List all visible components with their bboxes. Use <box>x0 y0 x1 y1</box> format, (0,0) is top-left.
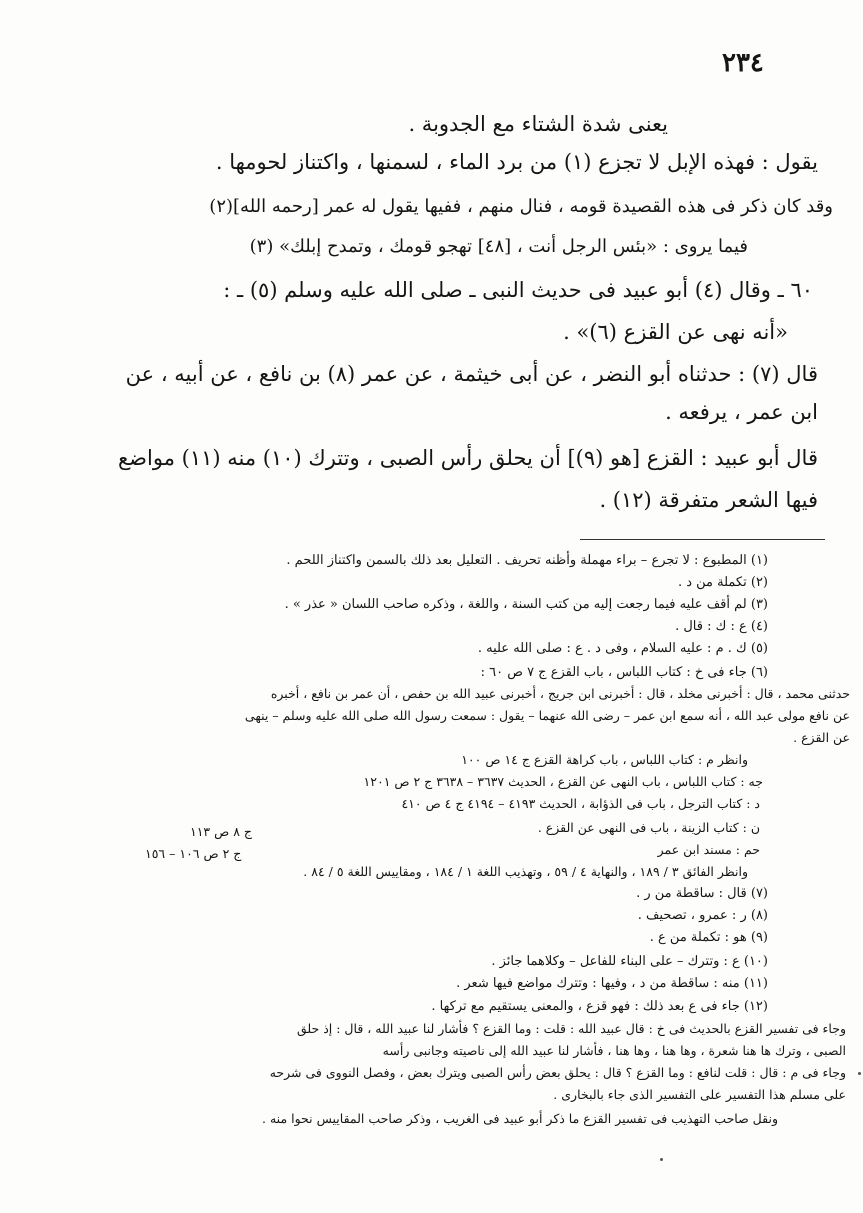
footnote: (٥) ك . م : عليه السلام ، وفى د . ع : صلى الله عليه . <box>477 641 768 656</box>
scan-mark <box>660 1158 663 1161</box>
page-number: ٢٣٤ <box>722 48 764 78</box>
footnote: (٨) ر : عمرو ، تصحيف . <box>637 908 768 923</box>
body-line: وقد كان ذكر فى هذه القصيدة قومه ، فنال منهم ، ففيها يقول له عمر [رحمه الله](٢) <box>209 196 833 217</box>
footnote: (١) المطبوع : لا تجرع – براء مهملة وأظنه تحريف . التعليل بعد ذلك بالسمن واكتناز اللحم . <box>286 553 768 568</box>
footnote: (٦) جاء فى خ : كتاب اللباس ، باب القزع ج ٧ ص ٦٠ : <box>480 665 768 680</box>
footnote: د : كتاب الترجل ، باب فى الذؤابة ، الحديث ٤١٩٣ – ٤١٩٤ ج ٤ ص ٤١٠ <box>401 796 760 811</box>
footnote: وانظر م : كتاب اللباس ، باب كراهة القزع ج ١٤ ص ١٠٠ <box>461 752 748 767</box>
footnote: (٧) قال : ساقطة من ر . <box>636 886 768 901</box>
footnote-separator <box>580 539 825 540</box>
body-line: قال أبو عبيد : القزع [هو (٩)] أن يحلق رأس الصبى ، وتترك (١٠) منه (١١) مواضع <box>118 446 818 470</box>
body-line: يقول : فهذه الإبل لا تجزع (١) من برد الماء ، لسمنها ، واكتناز لحومها . <box>215 150 818 174</box>
footnote: (٢) تكملة من د . <box>677 575 768 590</box>
footnote: وجاء فى تفسير القزع بالحديث فى خ : قال عبيد الله : قلت : وما القزع ؟ فأشار لنا عبيد الله ، قال : إذ حلق <box>296 1021 846 1036</box>
footnote: وانظر الفائق ٣ / ١٨٩ ، والنهاية ٤ / ٥٩ ، وتهذيب اللغة ١ / ١٨٤ ، ومقاييس اللغة ٥ / ٨٤ . <box>303 864 748 879</box>
footnote: عن القزع . <box>793 730 850 745</box>
footnote: (١١) منه : ساقطة من د ، وفيها : وتترك مواضع فيها شعر . <box>456 976 768 991</box>
body-line: فيها الشعر متفرقة (١٢) . <box>599 488 818 512</box>
footnote: ن : كتاب الزينة ، باب فى النهى عن القزع . <box>537 820 760 835</box>
footnote: (١٠) ع : وتترك – على البناء للفاعل – وكلاهما جائز . <box>491 954 768 969</box>
footnote: الصبى ، وترك ها هنا شعرة ، وها هنا ، وها هنا ، فأشار لنا عبيد الله إلى ناصيته وجانبى رأسه <box>382 1043 846 1058</box>
body-line: فيما يروى : «بئس الرجل أنت ، [٤٨] تهجو قومك ، وتمدح إبلك» (٣) <box>249 236 748 257</box>
body-line: يعنى شدة الشتاء مع الجدوبة . <box>408 112 668 136</box>
footnote: وجاء فى م : قال : قلت لنافع : وما القزع ؟ قال : يحلق بعض رأس الصبى ويترك بعض ، وفصل النووى فى شرحه <box>269 1065 846 1080</box>
footnote: (١٢) جاء فى ع بعد ذلك : فهو قزع ، والمعنى يستقيم مع تركها . <box>431 999 768 1014</box>
body-line: ابن عمر ، يرفعه . <box>665 400 818 424</box>
footnote: (٩) هو : تكملة من ع . <box>649 930 768 945</box>
scan-mark <box>858 1072 861 1075</box>
footnote: (٤) ع : ك : قال . <box>675 619 768 634</box>
footnote: حدثنى محمد ، قال : أخبرنى مخلد ، قال : أخبرنى ابن جريج ، أخبرنى عبيد الله بن حفص ، أن عمر بن نافع ، أخبره <box>270 686 850 701</box>
footnote: جه : كتاب اللباس ، باب النهى عن القزع ، الحديث ٣٦٣٧ – ٣٦٣٨ ج ٢ ص ١٢٠١ <box>363 774 763 789</box>
footnote: على مسلم هذا التفسير على التفسير الذى جاء بالبخارى . <box>553 1087 846 1102</box>
footnote: (٣) لم أقف عليه فيما رجعت إليه من كتب السنة ، واللغة ، وذكره صاحب اللسان « عذر » . <box>284 597 768 612</box>
body-line: «أنه نهى عن القزع (٦)» . <box>563 320 788 344</box>
footnote: عن نافع مولى عبد الله ، أنه سمع ابن عمر – رضى الله عنهما – يقول : سمعت رسول الله صلى الله عليه وسلم – ينهى <box>244 708 850 723</box>
reference-volume-page: ج ٢ ص ١٠٦ – ١٥٦ <box>145 846 242 861</box>
reference-volume-page: ج ٨ ص ١١٣ <box>190 824 252 839</box>
body-line: قال (٧) : حدثناه أبو النضر ، عن أبى خيثمة ، عن عمر (٨) بن نافع ، عن أبيه ، عن <box>125 362 818 386</box>
footnote: حم : مسند ابن عمر <box>657 842 760 857</box>
body-line: ٦٠ ـ وقال (٤) أبو عبيد فى حديث النبى ـ صلى الله عليه وسلم (٥) ـ : <box>223 278 813 302</box>
footnote: ونقل صاحب التهذيب فى تفسير القزع ما ذكر أبو عبيد فى الغريب ، وذكر صاحب المقاييس نحوا منه . <box>262 1111 778 1126</box>
